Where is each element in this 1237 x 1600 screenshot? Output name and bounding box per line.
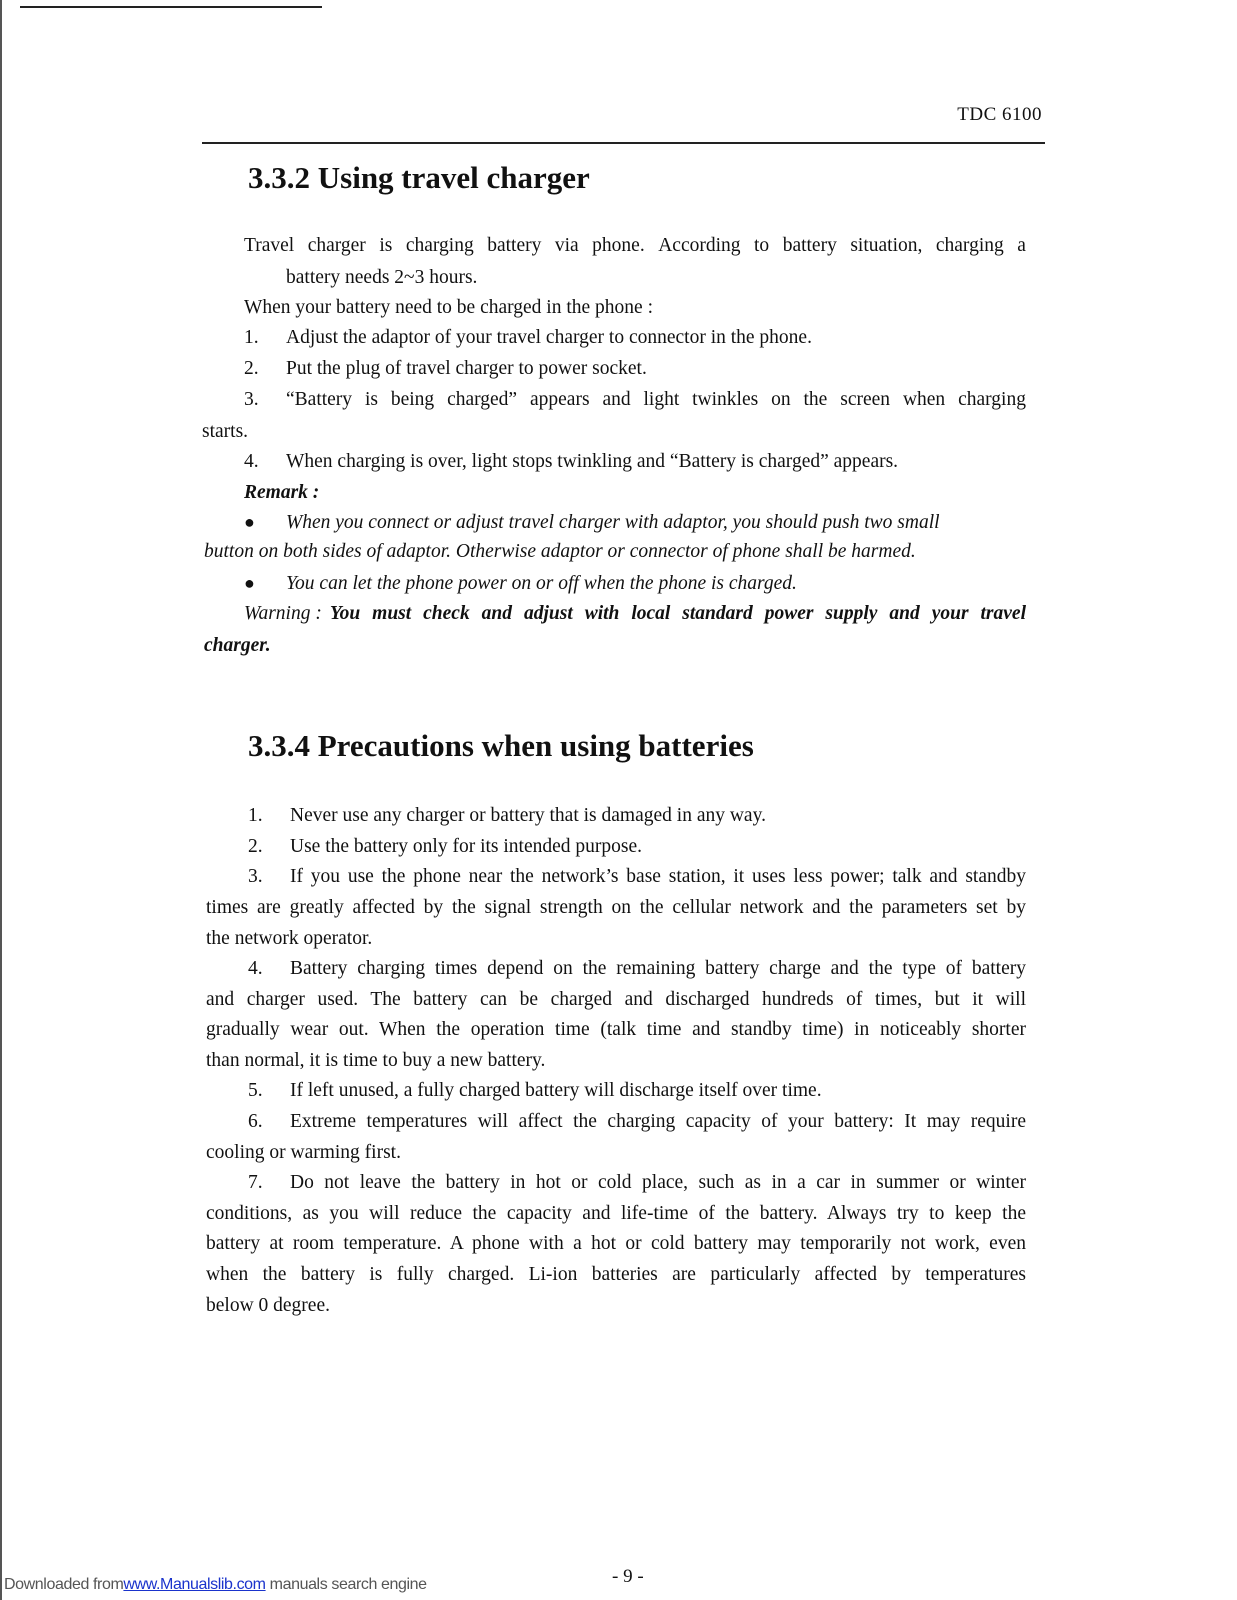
intro-line-1 [244, 236, 1026, 256]
precaution-continued: than normal, it is time to buy a new battery. [206, 1050, 546, 1071]
word: is [364, 389, 378, 410]
precaution-text: Do not leave the battery in hot or cold place, such as in a car in summer or winter [290, 1172, 1026, 1193]
word: According [658, 235, 741, 256]
word: via [554, 235, 579, 256]
step-text: Adjust the adaptor of your travel charger to connector in the phone. [286, 327, 812, 348]
word: a [1017, 235, 1026, 256]
precaution-item [248, 867, 1026, 887]
word: battery [487, 235, 542, 256]
warning-label: Warning : [244, 603, 322, 624]
precaution-continued: and charger used. The battery can be charged and discharged hundreds of times, but it will [206, 989, 1026, 1010]
step-number: 3. [244, 389, 259, 410]
word: to [754, 235, 770, 256]
step-1 [244, 328, 812, 348]
step-3 [244, 390, 1026, 410]
header-rule [202, 142, 1045, 144]
download-credit [4, 1576, 427, 1594]
precaution-number: 2. [248, 836, 263, 857]
precaution-number: 5. [248, 1080, 263, 1101]
section-title-precautions: 3.3.4 Precautions when using batteries [248, 728, 754, 763]
precaution-number: 3. [248, 866, 263, 887]
precaution-text: Use the battery only for its intended purpose. [290, 836, 642, 857]
precaution-text: If you use the phone near the network’s base station, it uses less power; talk and standby [290, 866, 1026, 887]
word: “Battery [286, 389, 353, 410]
word: being [390, 389, 435, 410]
precaution-continued: times are greatly affected by the signal strength on the cellular network and the parameters set by [206, 897, 1026, 918]
word: charging [958, 389, 1026, 410]
precaution-continued: battery at room temperature. A phone with a hot or cold battery may temporarily not work, even [206, 1233, 1026, 1254]
word: twinkles [692, 389, 759, 410]
charging-lead: When your battery need to be charged in the phone : [244, 297, 653, 318]
word: charged” [447, 389, 518, 410]
step-number: 1. [244, 327, 259, 348]
page-number: - 9 - [612, 1566, 644, 1587]
word: charging [405, 235, 474, 256]
intro-line-2: battery needs 2~3 hours. [286, 267, 478, 288]
precaution-text: Extreme temperatures will affect the charging capacity of your battery: It may require [290, 1111, 1026, 1132]
step-number: 2. [244, 358, 259, 379]
remark-bullet-1 [244, 512, 940, 533]
precaution-number: 7. [248, 1172, 263, 1193]
credit-suffix: manuals search engine [265, 1576, 427, 1593]
precaution-item [248, 1173, 1026, 1193]
step-text: When charging is over, light stops twinkling and “Battery is charged” appears. [286, 451, 899, 472]
step-text: Put the plug of travel charger to power socket. [286, 358, 647, 379]
remark-text: You can let the phone power on or off when the phone is charged. [286, 573, 797, 594]
top-rule [20, 6, 322, 8]
precaution-number: 6. [248, 1111, 263, 1132]
precaution-item [248, 1081, 822, 1101]
precaution-continued: gradually wear out. When the operation time (talk time and standby time) in noticeably shorter [206, 1019, 1026, 1040]
bullet-icon: ● [244, 512, 255, 532]
word: and [602, 389, 631, 410]
precaution-number: 4. [248, 958, 263, 979]
word: battery [782, 235, 837, 256]
step-text [286, 390, 1026, 410]
step-number: 4. [244, 451, 259, 472]
word: charger [307, 235, 366, 256]
word: phone. [592, 235, 645, 256]
precaution-item [248, 1112, 1026, 1132]
word: screen [840, 389, 891, 410]
precaution-continued: cooling or warming first. [206, 1142, 401, 1163]
word: appears [529, 389, 590, 410]
precaution-continued: below 0 degree. [206, 1295, 330, 1316]
precaution-item [248, 837, 642, 857]
precaution-continued: conditions, as you will reduce the capacity and life-time of the battery. Always try to keep the [206, 1203, 1026, 1224]
step-3-continued: starts. [202, 421, 249, 442]
precaution-item [248, 806, 766, 826]
word: is [379, 235, 393, 256]
step-4 [244, 452, 898, 472]
header-model: TDC 6100 [957, 104, 1042, 125]
word: the [803, 389, 828, 410]
word: Travel [244, 235, 295, 256]
word: charging [935, 235, 1004, 256]
word: situation, [850, 235, 923, 256]
warning-continued: charger. [204, 635, 271, 656]
step-2 [244, 359, 647, 379]
remark-label: Remark : [244, 482, 320, 503]
precaution-continued: when the battery is fully charged. Li-ion batteries are particularly affected by temperatures [206, 1264, 1026, 1285]
section-title-travel-charger: 3.3.2 Using travel charger [248, 160, 590, 195]
credit-prefix: Downloaded from [4, 1576, 124, 1593]
warning-line [244, 604, 1026, 624]
word: when [902, 389, 946, 410]
remark-text: When you connect or adjust travel charger with adaptor, you should push two small [286, 512, 940, 533]
bullet-icon: ● [244, 573, 255, 593]
remark-bullet-2 [244, 573, 797, 594]
precaution-text: If left unused, a fully charged battery will discharge itself over time. [290, 1080, 822, 1101]
page-left-edge [0, 0, 2, 1600]
precaution-number: 1. [248, 805, 263, 826]
precaution-text: Never use any charger or battery that is damaged in any way. [290, 805, 766, 826]
precaution-continued: the network operator. [206, 928, 373, 949]
word: on [771, 389, 791, 410]
manualslib-link[interactable]: www.Manualslib.com [123, 1576, 266, 1593]
precaution-text: Battery charging times depend on the remaining battery charge and the type of battery [290, 958, 1026, 979]
remark-bullet-1-continued: button on both sides of adaptor. Otherwise adaptor or connector of phone shall be harmed. [204, 541, 916, 562]
precaution-item [248, 959, 1026, 979]
warning-text: You must check and adjust with local standard power supply and your travel [329, 603, 1026, 624]
word: light [643, 389, 680, 410]
